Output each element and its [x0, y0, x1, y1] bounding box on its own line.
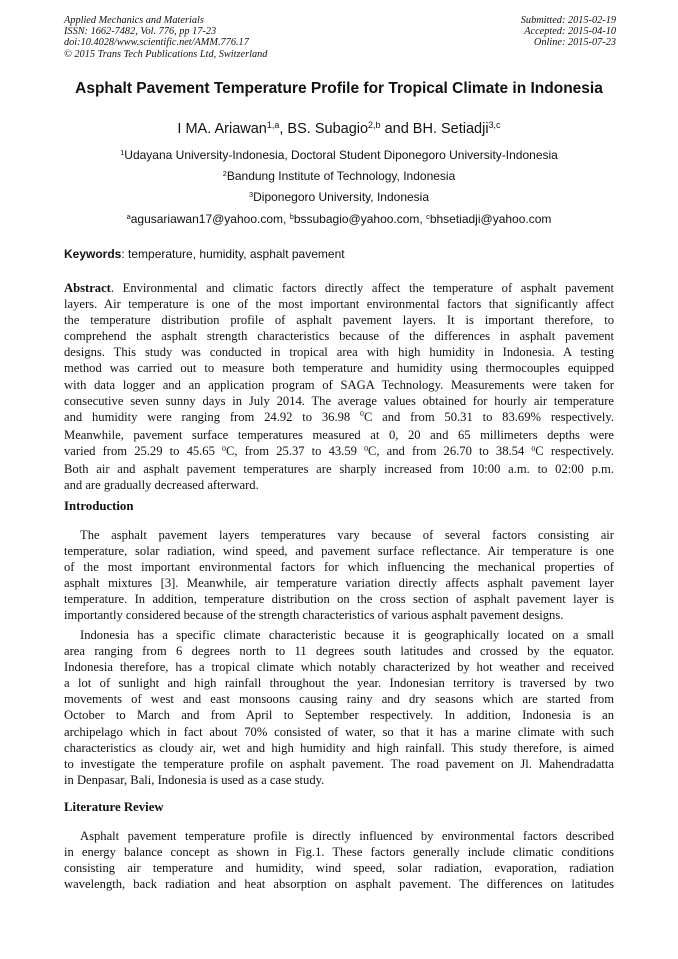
degree-sup: 0 [531, 443, 536, 453]
intro-line: of the most important environmental factors for which influencing the mechanical properties of [64, 560, 614, 575]
author-3: and BH. Setiadji [380, 121, 489, 137]
intro-line: October to March and from April to September respectively. In addition, Indonesia is an [64, 708, 614, 723]
abstract-text: C, from 25.37 to 43.59 [225, 443, 365, 458]
email-b[interactable]: bssubagio@yahoo.com, [293, 212, 427, 226]
keywords-text: : temperature, humidity, asphalt pavement [121, 247, 345, 261]
email-c-sup: c [426, 211, 430, 221]
abstract-text: varied from 25.29 to 45.65 [64, 443, 223, 458]
online-date: Online: 2015-07-23 [533, 37, 616, 49]
affiliation-2-text: Bandung Institute of Technology, Indonesia [226, 169, 456, 183]
dates-block [521, 15, 616, 49]
abstract-line: Meanwhile, pavement surface temperatures measured at 0, 20 and 65 millimeters depths were [64, 427, 614, 442]
affiliation-1-sup: 1 [120, 147, 125, 157]
accepted-date: Accepted: 2015-04-10 [524, 26, 616, 38]
affiliation-2-sup: 2 [222, 168, 227, 178]
affiliation-2 [0, 169, 678, 183]
author-3-sup: 3,c [488, 120, 501, 131]
intro-line: area ranging from 6 degrees north to 11 degrees south latitudes and crossed by the equator. [64, 644, 614, 659]
author-1-sup: 1,a [266, 120, 280, 131]
affiliation-1 [0, 148, 678, 162]
intro-line: temperature. In addition, temperature distribution on the cross section of asphalt pavement layer is [64, 592, 614, 607]
author-list [0, 121, 678, 137]
abstract-line [64, 280, 614, 296]
affiliation-3-sup: 3 [248, 189, 254, 199]
intro-line: asphalt mixtures [3]. Meanwhile, air temperature variation directly affects asphalt pavement layer [64, 576, 614, 591]
journal-info-block [64, 15, 267, 60]
lit-line: in energy balance concept as shown in Fig.1. These factors generally include climatic conditions [64, 845, 614, 860]
keywords-label: Keywords [64, 247, 122, 261]
affiliation-3-text: Diponegoro University, Indonesia [253, 190, 429, 204]
email-b-sup: b [289, 211, 294, 221]
degree-sup: 0 [360, 409, 364, 419]
lit-line: Asphalt pavement temperature profile is directly influenced by environmental factors described [80, 829, 614, 843]
paper-title: Asphalt Pavement Temperature Profile for Tropical Climate in Indonesia [75, 80, 603, 97]
degree-sup: 0 [364, 443, 368, 453]
abstract-line: method was carried out to measure both temperature and humidity using thermocouples equipped [64, 361, 614, 376]
abstract-text: C respectively. [535, 443, 614, 458]
abstract-label: Abstract [64, 281, 111, 295]
copyright-line: © 2015 Trans Tech Publications Ltd, Switzerland [64, 48, 268, 60]
intro-line: Indonesia therefore, has a tropical climate which notably characterized by hot weather and received [64, 660, 614, 675]
intro-line: to investigate the temperature profile on asphalt pavement. The road pavement on Jl. Mahendradatta [64, 756, 614, 771]
abstract-paragraph [64, 280, 614, 493]
keywords [64, 247, 345, 261]
abstract-line [64, 409, 614, 427]
intro-line: importantly considered because of the strength characteristics of various asphalt pavement designs. [64, 608, 564, 623]
abstract-line: designs. This study was conducted in tropical area with high humidity in Indonesia. A testing [64, 345, 614, 360]
abstract-text: and humidity were ranging from 24.92 to 36.98 [64, 409, 361, 424]
abstract-text: . Environmental and climatic factors directly affect the temperature of asphalt pavement [110, 281, 614, 295]
abstract-line: comprehend the asphalt strength characteristics because of the differences in asphalt pavement [64, 329, 614, 344]
abstract-line: layers. Air temperature is one of the most important environmental factors that significantly affect [64, 297, 614, 312]
affiliation-1-text: Udayana University-Indonesia, Doctoral Student Diponegoro University-Indonesia [124, 148, 558, 162]
lit-line: consisting air temperature and humidity, wind speed, solar radiation, evaporation, radiation [64, 861, 614, 876]
intro-line: movements of west and east monsoons causing rainy and dry seasons which are started from [64, 692, 614, 707]
introduction-heading: Introduction [64, 499, 134, 513]
intro-line: archipelago which in fact about 70% consisted of water, so that it has a marine climate with such [64, 724, 614, 739]
abstract-text: C, and from 26.70 to 38.54 [367, 443, 532, 458]
author-2-sup: 2,b [368, 120, 381, 131]
intro-line: characteristics as cloudy air, wet and high humidity and high rainfall. This study therefore, is aimed [64, 740, 614, 755]
literature-paragraph-1 [64, 828, 614, 892]
intro-line: The asphalt pavement layers temperatures vary because of several factors consisting air [80, 528, 614, 542]
intro-line: temperature, solar radiation, wind speed, and pavement surface reflectance. Air temperature is one [64, 544, 614, 559]
doi-line: doi:10.4028/www.scientific.net/AMM.776.17 [64, 37, 249, 49]
submitted-date: Submitted: 2015-02-19 [520, 15, 616, 26]
abstract-line: with data logger and an application program of SAGA Technology. Measurements were taken for [64, 377, 614, 392]
abstract-line: and are gradually decreased afterward. [64, 478, 259, 493]
email-c[interactable]: bhsetiadji@yahoo.com [429, 212, 552, 226]
abstract-line: consecutive seven sunny days in July 2014. The average values obtained for hourly air temperature [64, 393, 614, 408]
abstract-line: Both air and asphalt pavement temperatures are sharply increased from 10:00 a.m. to 02:00 p.m. [64, 462, 614, 477]
journal-name: Applied Mechanics and Materials [64, 15, 204, 26]
email-a-sup: a [126, 211, 131, 221]
introduction-paragraph-2 [64, 627, 614, 788]
email-a[interactable]: agusariawan17@yahoo.com, [130, 212, 290, 226]
abstract-line [64, 443, 614, 461]
author-2: , BS. Subagio [279, 121, 369, 137]
email-line [0, 212, 678, 226]
author-1: I MA. Ariawan [177, 121, 267, 137]
degree-sup: 0 [222, 443, 226, 453]
issn-line: ISSN: 1662-7482, Vol. 776, pp 17-23 [64, 26, 217, 38]
introduction-paragraph-1 [64, 527, 614, 624]
lit-line: wavelength, back radiation and heat absorption on asphalt pavement. The differences on latitudes [64, 877, 614, 892]
abstract-text: C and from 50.31 to 83.69% respectively. [363, 409, 614, 424]
affiliation-3 [0, 190, 678, 204]
intro-line: a lot of sunlight and high rainfall throughout the year. Indonesian territory is traversed by two [64, 676, 614, 691]
intro-line: Indonesia has a specific climate characteristic because it is geographically located on a small [80, 628, 614, 642]
abstract-line: the temperature distribution profile of asphalt pavement layers. It is important therefore, to [64, 313, 614, 328]
intro-line: in Denpasar, Bali, Indonesia is used as a case study. [64, 772, 325, 787]
literature-review-heading: Literature Review [64, 800, 164, 814]
